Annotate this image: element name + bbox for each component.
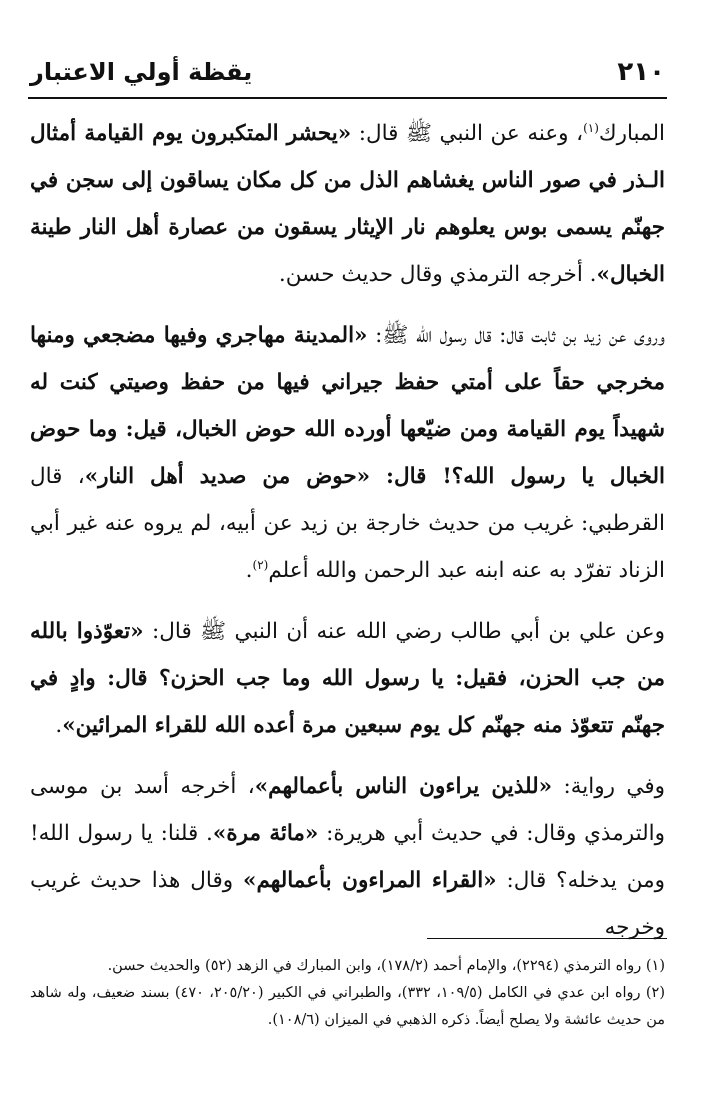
text-run: . [55, 713, 63, 738]
text-run: وفي رواية: [552, 774, 665, 799]
text-run: المبارك [598, 121, 666, 146]
page-header [30, 52, 665, 92]
text-run: ، وعنه عن النبي ﷺ قال: [351, 121, 584, 146]
paragraph [30, 110, 665, 298]
footnotes [30, 953, 665, 1034]
paragraph [30, 763, 665, 951]
footnote: (٢) رواه ابن عدي في الكامل (١٠٩/٥، ٣٣٢)، والطبراني في الكبير (٢٠٥/٢٠، ٤٧٠) بسند ضعيف، وله شاهد من حديث عائشة ولا يصلح أيضاً. ذكره الذهبي في الميزان (١٠٨/٦). [30, 985, 665, 1028]
text-run: ، قال القرطبي: غريب من حديث خارجة بن زيد عن أبيه، لم يروه عنه غير أبي الزناد تفرّد به عنه ابنه عبد الرحمن والله أعلم [30, 464, 665, 583]
hadith-quote: «القراء المراءون بأعمالهم» [243, 868, 497, 893]
text-run: وعن علي بن أبي طالب رضي الله عنه أن النبي ﷺ قال: [143, 619, 665, 644]
text-run: . أخرجه الترمذي وقال حديث حسن. [278, 262, 597, 287]
body-text [30, 110, 665, 951]
book-title: يقظة أولي الاعتبار [30, 58, 253, 86]
header-rule [28, 97, 667, 99]
paragraph [30, 312, 665, 594]
hadith-quote: «المدينة مهاجري وفيها مضجعي ومنها مخرجي حقاً على أمتي حفظ جيراني فيها من حفظ وصيتي كنت له شهيداً يوم القيامة ومن ضيّعها أورده الله حوض الخبال، قيل: وما حوض الخبال يا رسول الله؟! قال: «حوض من صديد أهل النار» [30, 323, 665, 489]
hadith-quote: «تعوّذوا بالله من جب الحزن، فقيل: يا رسول الله وما جب الحزن؟ قال: وادٍ في جهنّم تتعوّذ منه جهنّم كل يوم سبعين مرة أعده الله للقراء المرائين» [30, 619, 665, 738]
hadith-quote: «للذين يراءون الناس بأعمالهم» [254, 774, 553, 799]
text-run: . [245, 558, 253, 583]
text-run: ، أخرجه أسد بن موسى والترمذي وقال: في حديث أبي هريرة: [30, 774, 665, 846]
hadith-quote: «يحشر المتكبرون يوم القيامة أمثال الـذر في صور الناس يغشاهم الذل من كل مكان يساقون إلى سجن في جهنّم يسمى بوس يعلوهم نار الإيثار يسقون من عصارة أهل النار طينة الخبال» [30, 121, 665, 287]
text-run: . قلنا: يا رسول الله! ومن يدخله؟ قال: [30, 821, 665, 893]
footnote-ref: (١) [583, 120, 599, 135]
page-number: ٢١٠ [617, 57, 665, 87]
text-run: وقال هذا حديث غريب وخرجه [30, 868, 665, 940]
hadith-quote: «مائة مرة» [212, 821, 319, 846]
paragraph [30, 608, 665, 749]
footnote: (١) رواه الترمذي (٢٢٩٤)، والإمام أحمد (١٧٨/٢)، وابن المبارك في الزهد (٥٢) والحديث حسن. [107, 958, 665, 974]
footnote-ref: (٢) [252, 557, 269, 572]
footnote-rule [427, 938, 667, 939]
text-run: وروى عن زيد بن ثابت قال: قال رسول الله ﷺ: [367, 323, 665, 348]
